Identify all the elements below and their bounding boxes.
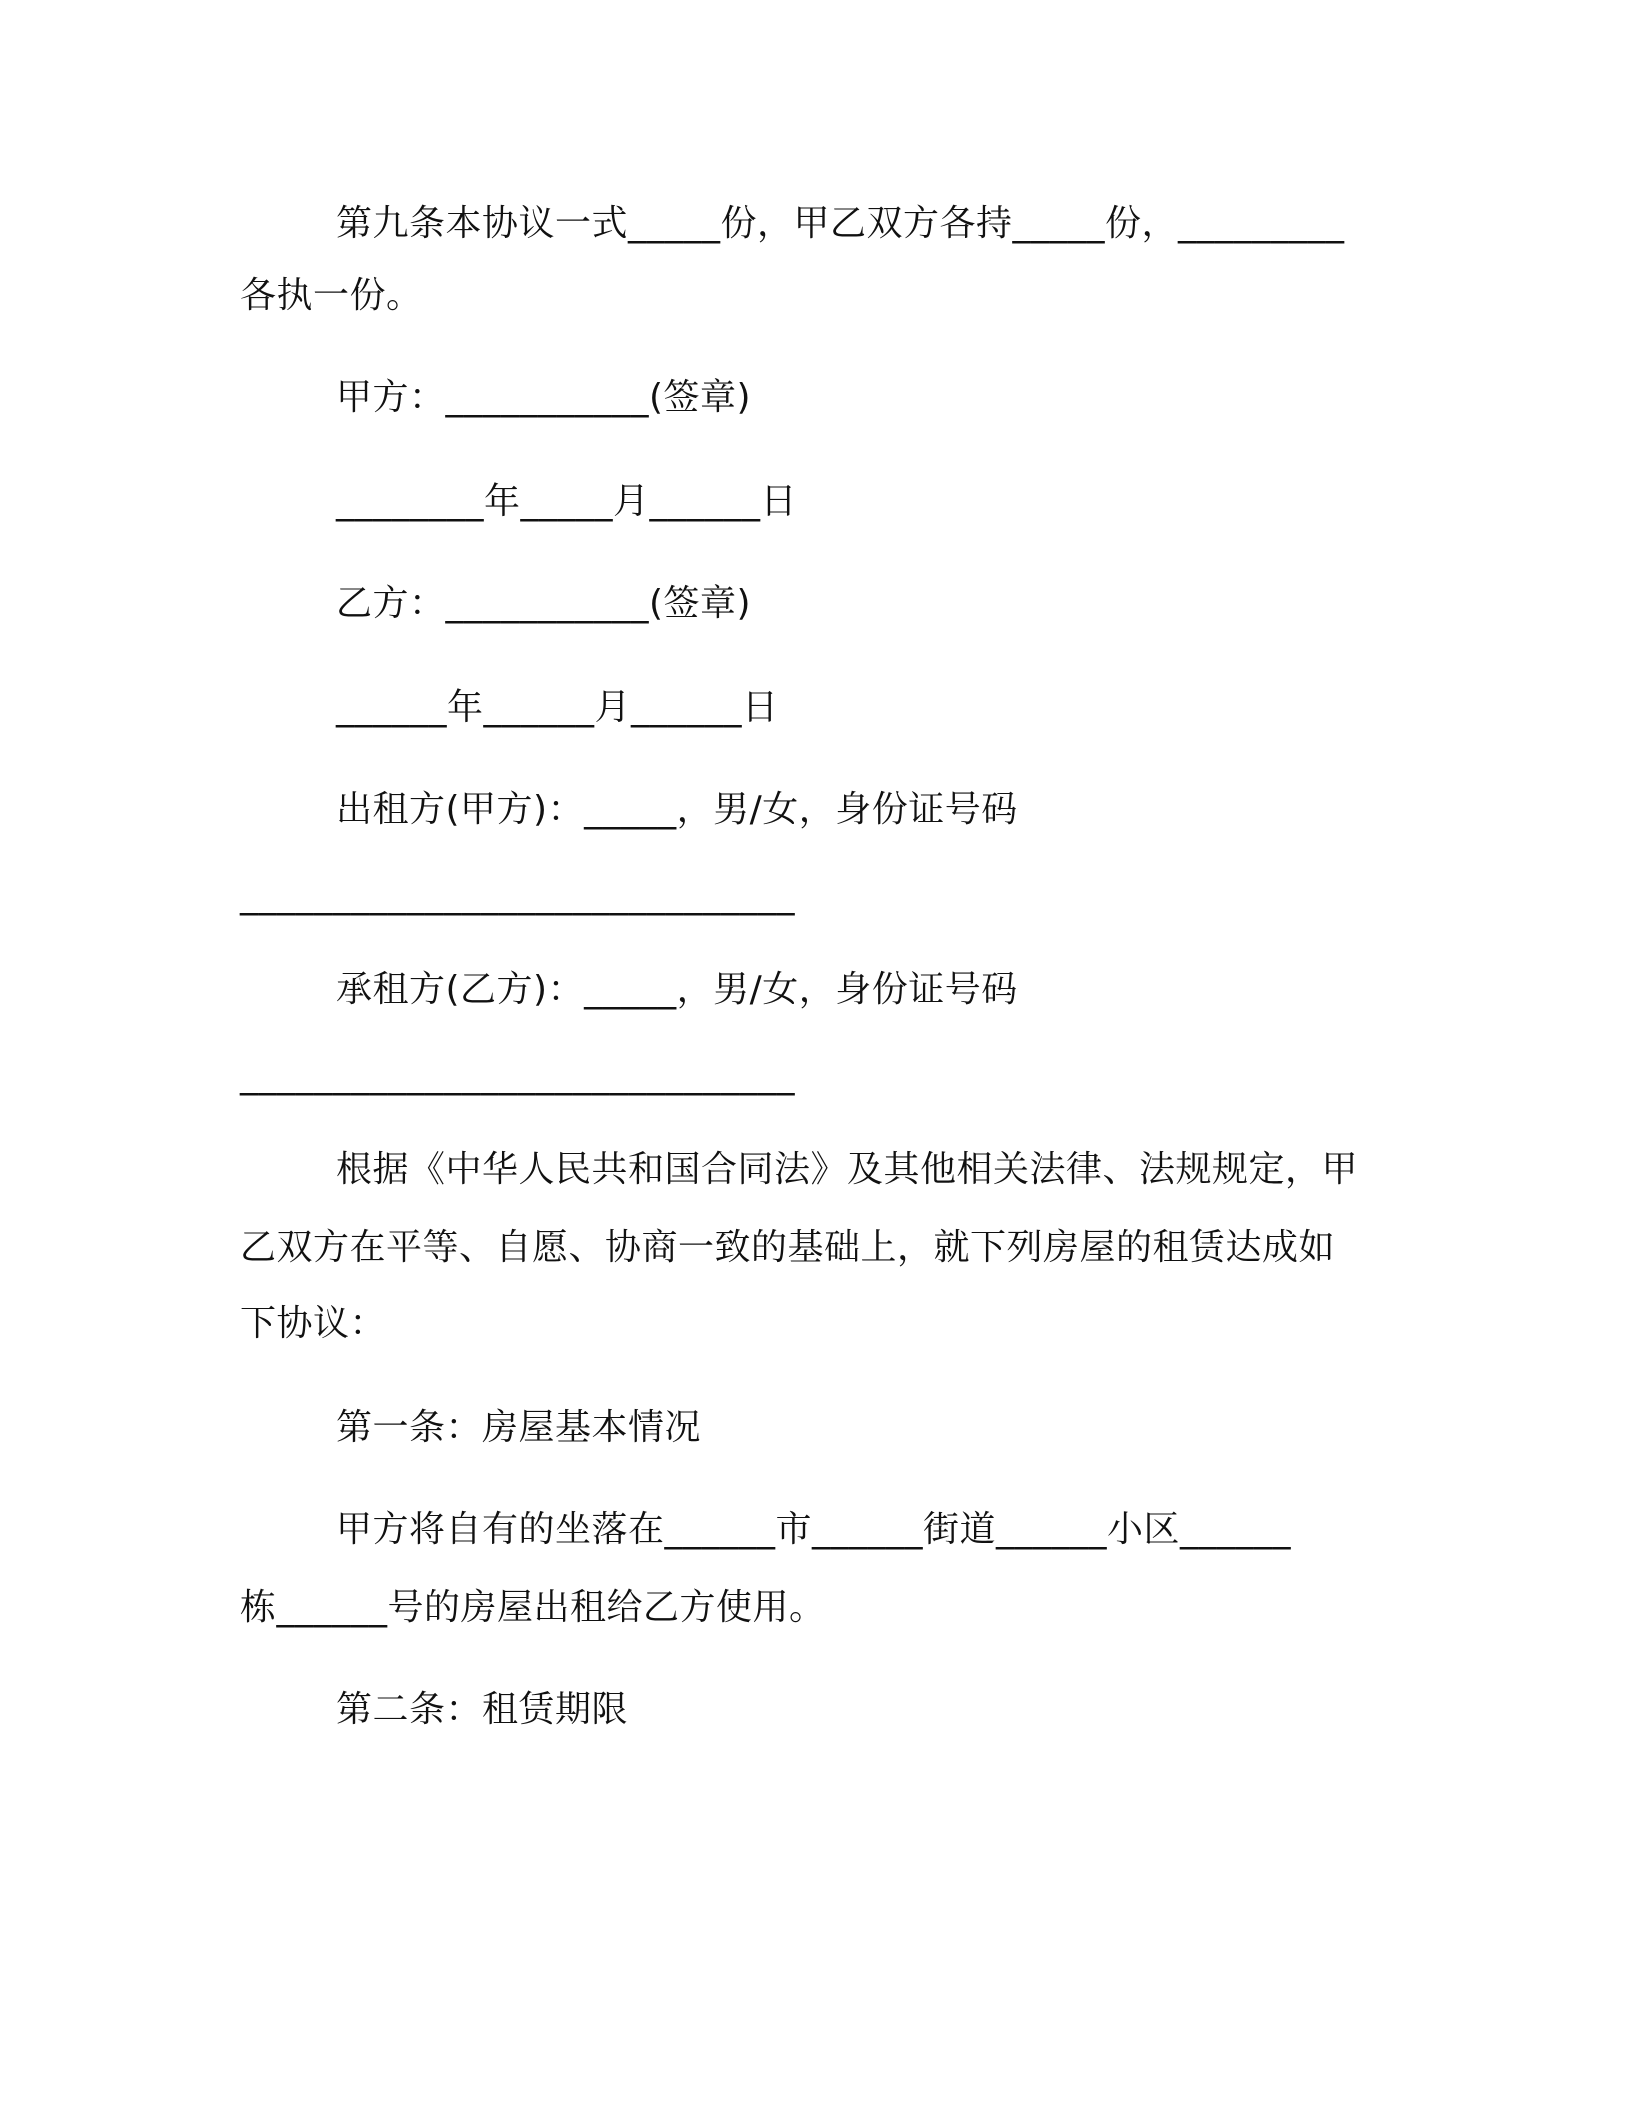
party-b-signature-line: 乙方：___________(签章) [336,583,752,624]
lessor-id-blank: ______________________________ [240,875,795,916]
clause9-line-1: 第九条本协议一式_____份，甲乙双方各持_____份，_________ [336,203,1345,244]
lessee-line: 承租方(乙方)：_____，男/女，身份证号码 [336,969,1018,1010]
clause2-title: 第二条：租赁期限 [336,1689,629,1730]
preamble-line-1: 根据《中华人民共和国合同法》及其他相关法律、法规规定，甲 [336,1149,1359,1190]
clause1-title: 第一条：房屋基本情况 [336,1407,702,1448]
party-b-date-line: ______年______月______日 [336,687,779,728]
clause9-line-2: 各执一份。 [240,275,423,316]
preamble-line-2: 乙双方在平等、自愿、协商一致的基础上，就下列房屋的租赁达成如 [240,1227,1336,1268]
party-a-signature-line: 甲方：___________(签章) [336,377,752,418]
clause1-body-line-2: 栋______号的房屋出租给乙方使用。 [240,1587,826,1628]
clause1-body-line-1: 甲方将自有的坐落在______市______街道______小区______ [336,1509,1292,1550]
lessor-line: 出租方(甲方)：_____，男/女，身份证号码 [336,789,1018,830]
preamble-line-3: 下协议： [240,1303,387,1344]
party-a-date-line: ________年_____月______日 [336,481,797,522]
lessee-id-blank: ______________________________ [240,1055,795,1096]
